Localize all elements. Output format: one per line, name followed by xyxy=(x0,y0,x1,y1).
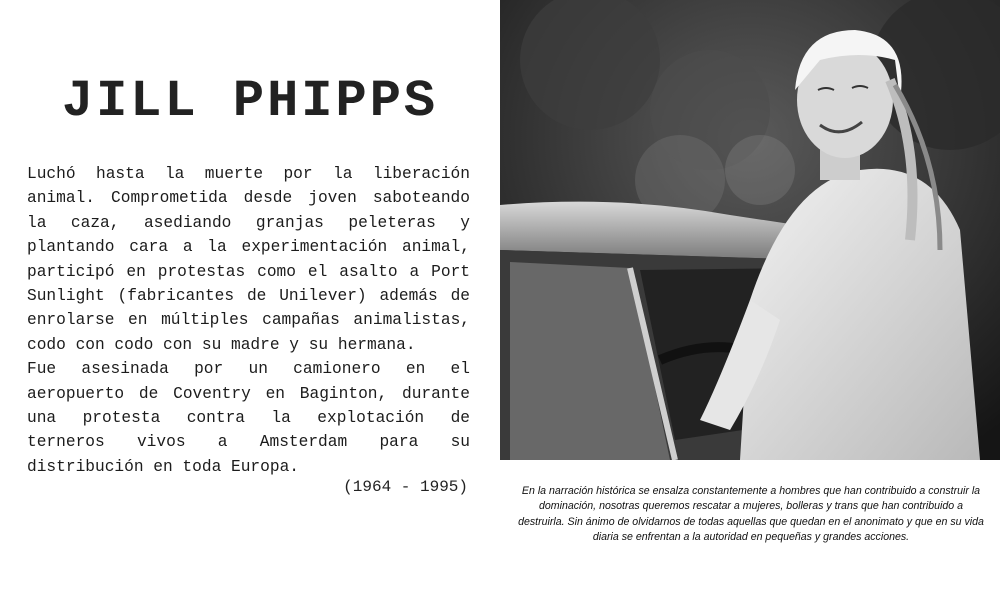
portrait-photo xyxy=(500,0,1000,460)
bio-paragraph: Luchó hasta la muerte por la liberación animal. Comprometida desde joven saboteando la caza, asediando granjas peleteras y plantando cara a la experimentación animal, participó en protestas como el asalto a Port Sunlight (fabricantes de Unilever) además de enrolarse en múltiples campañas animalistas, codo con codo con su madre y su hermana. xyxy=(27,165,470,354)
life-dates: (1964 - 1995) xyxy=(343,478,468,496)
caption-text: En la narración histórica se ensalza constantemente a hombres que han contribuido a construir la dominación, nosotras queremos rescatar a mujeres, bolleras y trans que han contribuido a destruirla. Sin ánimo de olvidarnos de todas aquellas que quedan en el anonimato y que en su vida diaria se enfrentan a la autoridad en pequeñas y grandes acciones. xyxy=(518,485,984,544)
page-title: JILL PHIPPS xyxy=(61,72,439,131)
bio-paragraph: Fue asesinada por un camionero en el aeropuerto de Coventry en Baginton, durante una protesta contra la explotación de terneros vivos a Amsterdam para su distribución en toda Europa. xyxy=(27,360,470,476)
biography-text xyxy=(27,162,470,479)
